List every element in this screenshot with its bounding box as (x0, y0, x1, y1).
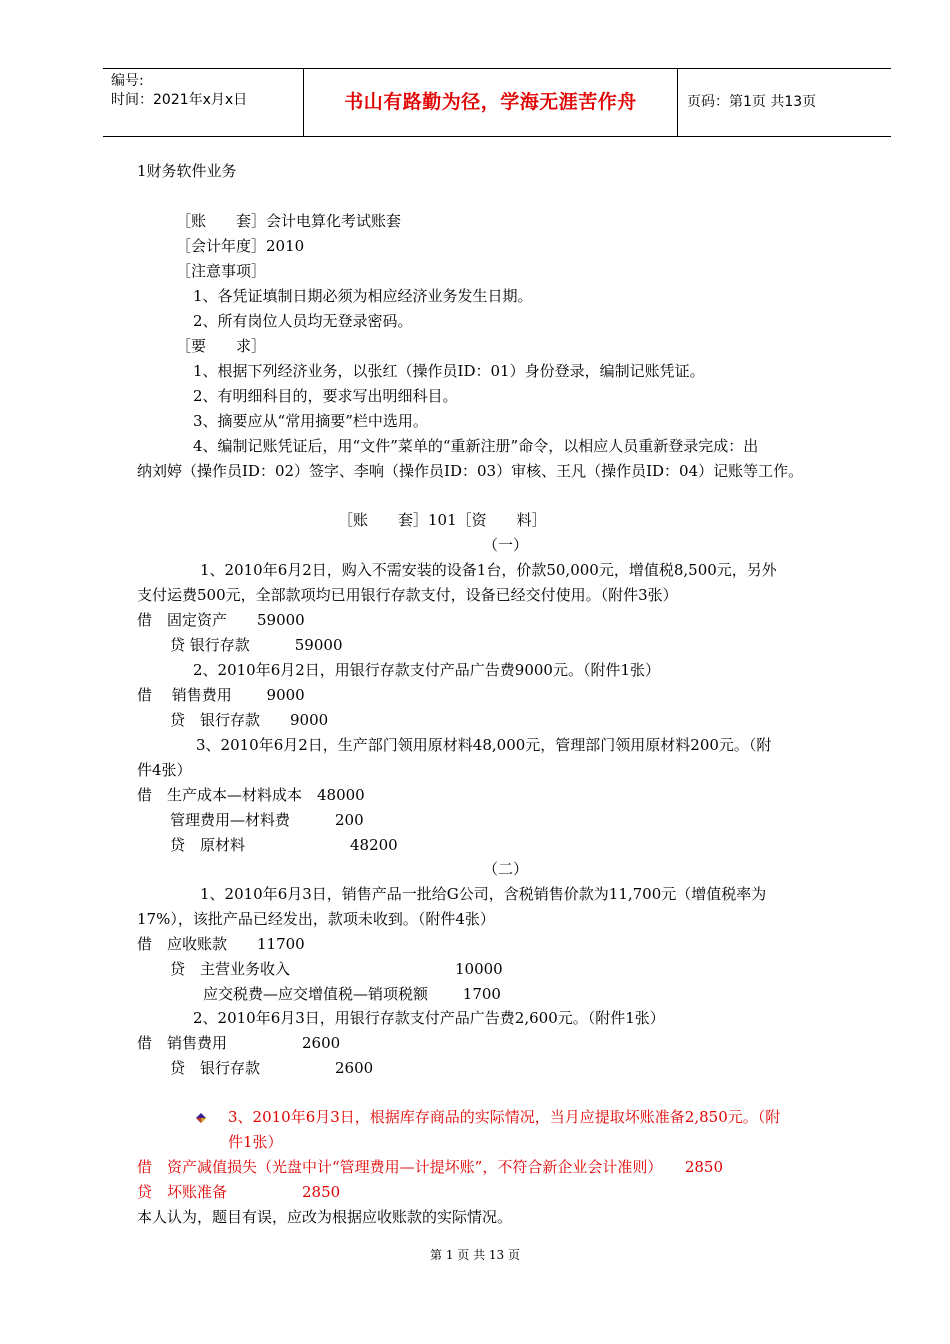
credit-entry: 贷 银行存款 59000 (170, 636, 343, 654)
debit-entry: 借 固定资产 59000 (137, 611, 305, 629)
debit-entry: 借 应收账款 11700 (137, 935, 305, 953)
diamond-bullet-icon (196, 1113, 206, 1123)
transaction-text: 1、2010年6月2日，购入不需安装的设备1台，价款50,000元，增值税8,500元，另外 (200, 561, 777, 579)
motto: 书山有路勤为径，学海无涯苦作舟 (344, 91, 637, 113)
fiscal-year: ［会计年度］2010 (176, 237, 305, 255)
credit-entry: 贷 银行存款 2600 (170, 1059, 374, 1077)
requirements-title: ［要 求］ (176, 337, 267, 355)
debit-entry-highlight: 借 资产减值损失（光盘中计“管理费用—计提坏账”，不符合新企业会计准则） 2850 (137, 1158, 724, 1176)
transaction-text: 3、2010年6月2日，生产部门领用原材料48,000元，管理部门领用原材料200元。（附 (196, 736, 772, 754)
transaction-text: 件4张） (137, 761, 192, 779)
requirement-item: 2、有明细科目的，要求写出明细科目。 (193, 387, 458, 405)
section-title: 1财务软件业务 (137, 162, 237, 180)
data-title: ［账 套］101［资 料］ (338, 511, 547, 529)
requirement-item-cont: 纳刘婷（操作员ID：02）签字、李响（操作员ID：03）审核、王凡（操作员ID：04）记账等工作。 (137, 462, 804, 480)
requirement-item: 4、编制记账凭证后，用“文件”菜单的“重新注册”命令，以相应人员重新登录完成：出 (193, 437, 759, 455)
credit-entry-highlight: 贷 坏账准备 2850 (137, 1183, 341, 1201)
debit-entry: 借 生产成本—材料成本 48000 (137, 786, 365, 804)
page-footer: 第 1 页 共 13 页 (430, 1248, 520, 1262)
time-label: 时间：2021年x月x日 (111, 92, 248, 108)
number-label: 编号: (111, 73, 144, 89)
debit-entry: 管理费用—材料费 200 (170, 811, 364, 829)
account-set: ［账 套］会计电算化考试账套 (176, 212, 402, 230)
debit-entry: 借 销售费用 9000 (137, 686, 305, 704)
credit-entry: 贷 原材料 48200 (170, 836, 398, 854)
transaction-text: 1、2010年6月3日，销售产品一批给G公司，含税销售价款为11,700元（增值税率为 (200, 885, 767, 903)
part-heading: （二） (483, 860, 529, 878)
transaction-text: 17%），该批产品已经发出，款项未收到。（附件4张） (137, 910, 495, 928)
note-item: 2、所有岗位人员均无登录密码。 (193, 312, 413, 330)
header-divider (677, 69, 678, 136)
header-meta (103, 69, 311, 136)
part-heading: （一） (483, 536, 529, 554)
transaction-text-highlight: 3、2010年6月3日，根据库存商品的实际情况，当月应提取坏账准备2,850元。（附 (228, 1108, 781, 1126)
note-item: 1、各凭证填制日期必须为相应经济业务发生日期。 (193, 287, 533, 305)
credit-entry: 贷 银行存款 9000 (170, 711, 329, 729)
notes-title: ［注意事项］ (176, 262, 267, 280)
credit-entry: 应交税费—应交增值税—销项税额 1700 (203, 985, 501, 1003)
transaction-text: 支付运费500元，全部款项均已用银行存款支付，设备已经交付使用。（附件3张） (137, 586, 678, 604)
remark: 本人认为，题目有误，应改为根据应收账款的实际情况。 (137, 1208, 513, 1226)
transaction-text-highlight: 件1张） (228, 1133, 283, 1151)
page-header (103, 68, 891, 137)
header-motto-cell (304, 69, 677, 136)
transaction-text: 2、2010年6月3日，用银行存款支付产品广告费2,600元。（附件1张） (193, 1009, 665, 1027)
requirement-item: 3、摘要应从“常用摘要”栏中选用。 (193, 412, 428, 430)
page-indicator: 页码：第1页 共13页 (687, 94, 817, 110)
debit-entry: 借 销售费用 2600 (137, 1034, 341, 1052)
credit-entry: 贷 主营业务收入 10000 (170, 960, 503, 978)
transaction-text: 2、2010年6月2日，用银行存款支付产品广告费9000元。（附件1张） (193, 661, 661, 679)
requirement-item: 1、根据下列经济业务，以张红（操作员ID：01）身份登录，编制记账凭证。 (193, 362, 705, 380)
